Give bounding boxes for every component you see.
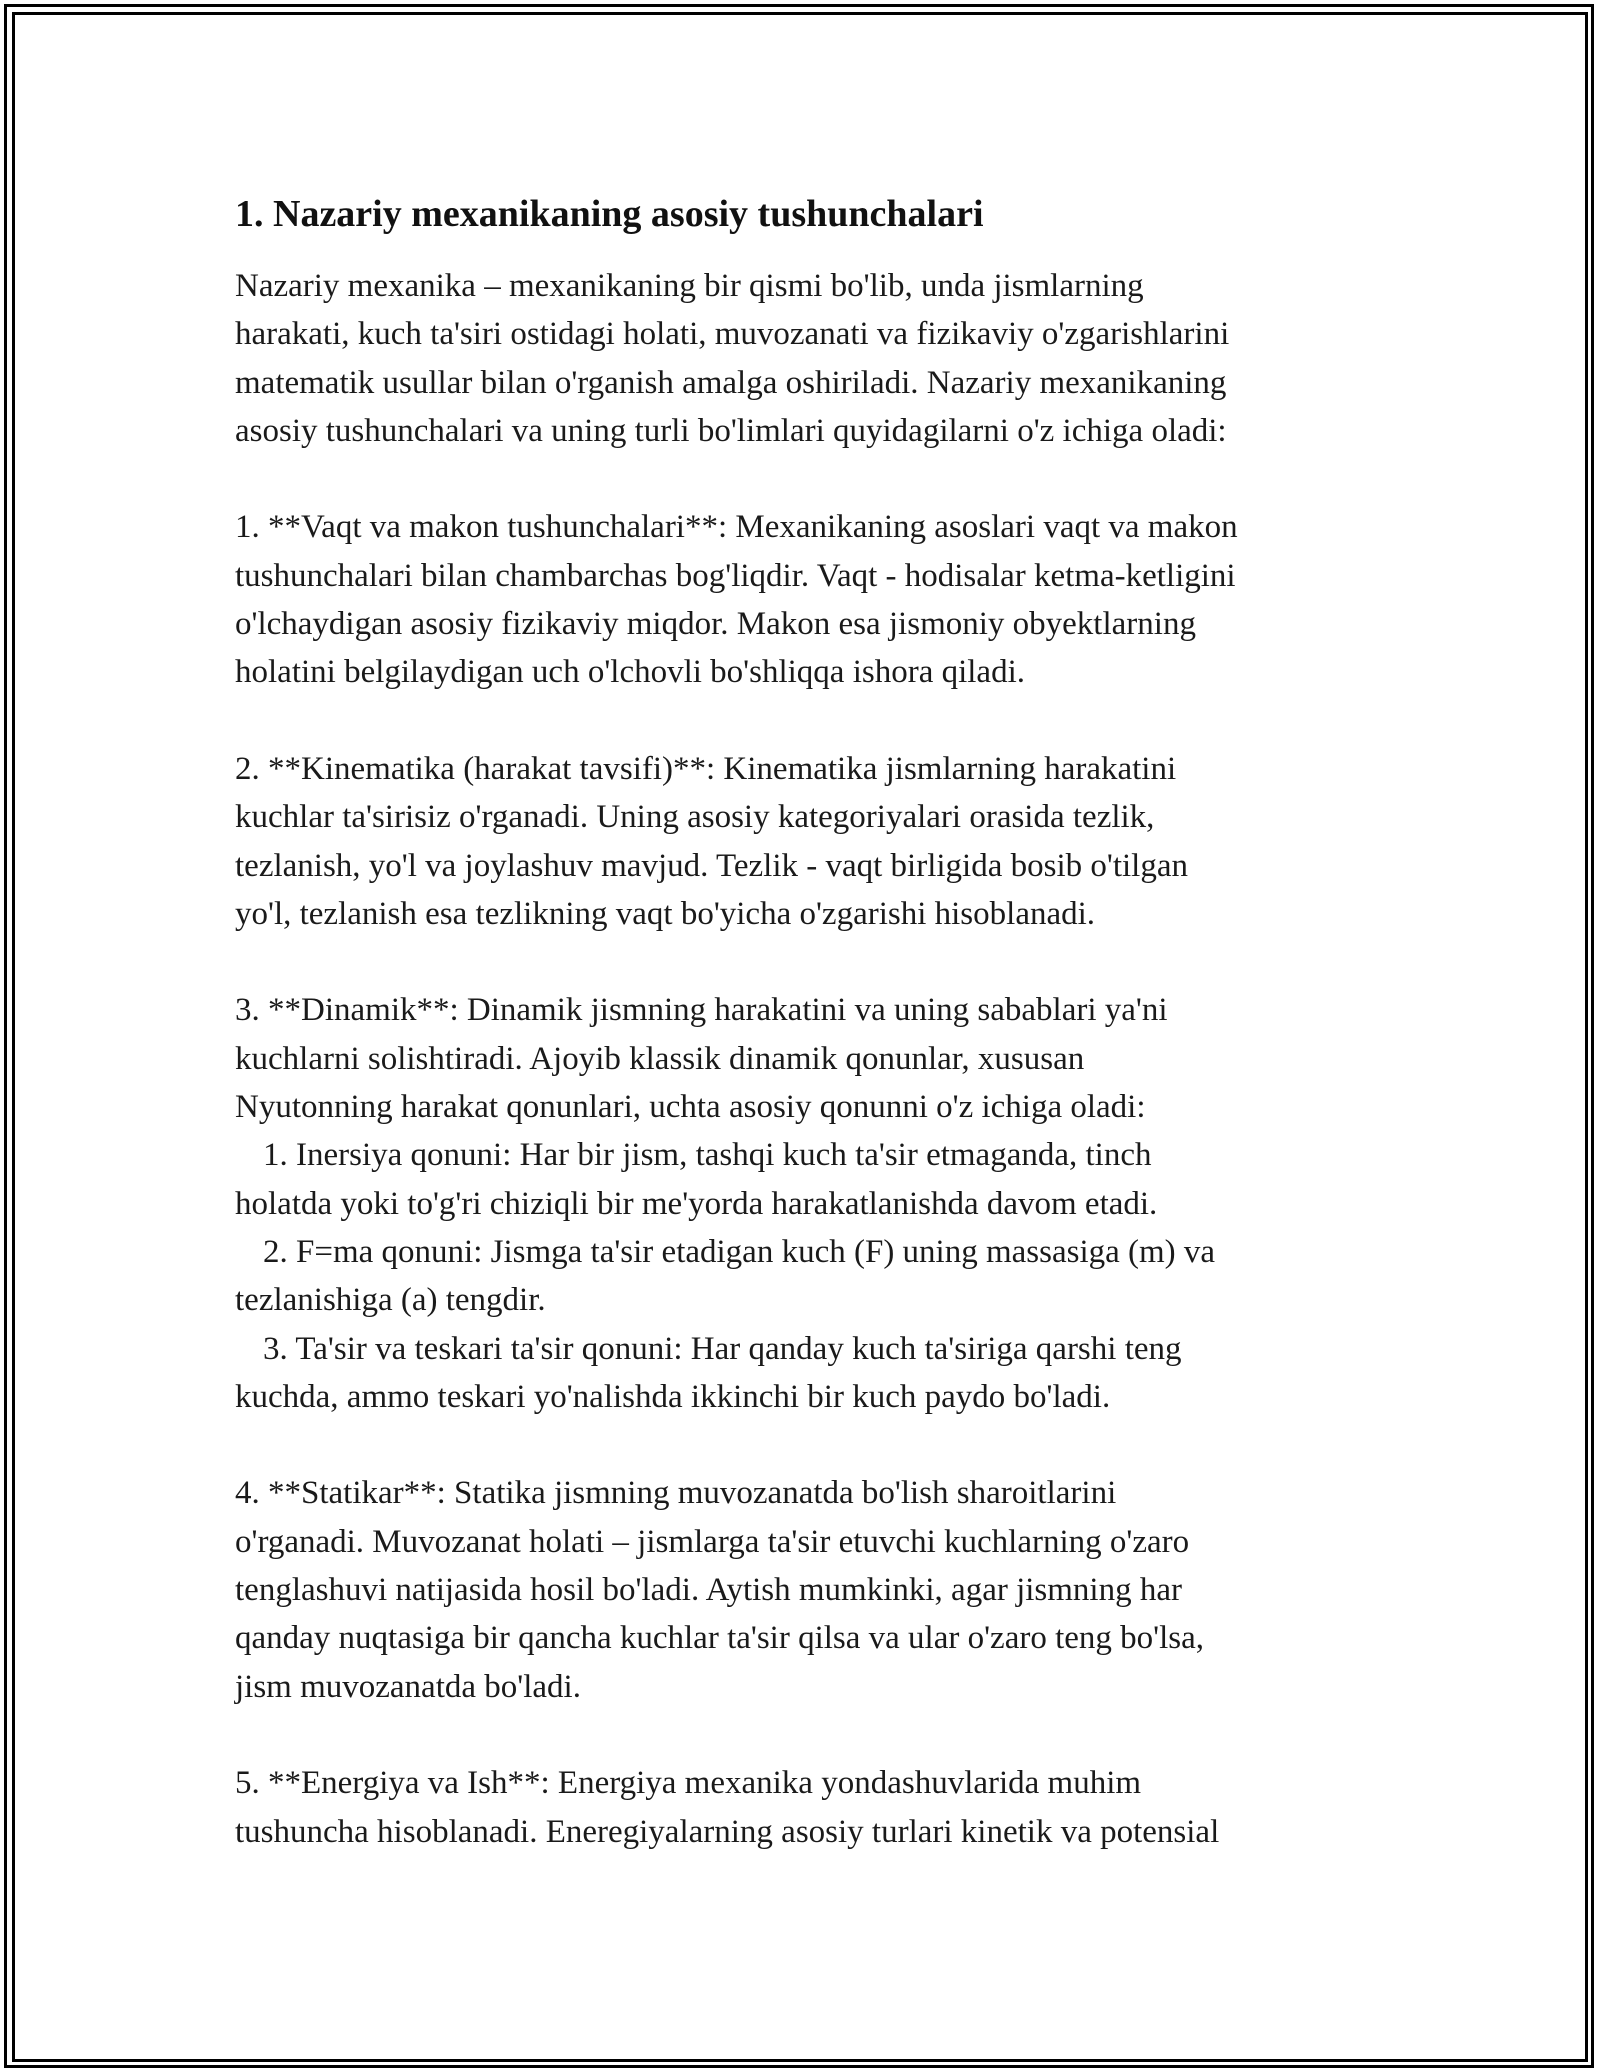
text-line: holatda yoki to'g'ri chiziqli bir me'yorda harakatlanishda davom etadi. — [235, 1185, 1158, 1222]
section-dynamics — [235, 986, 1385, 1421]
text-line: holatini belgilaydigan uch o'lchovli bo'shliqqa ishora qiladi. — [235, 654, 1026, 691]
list-item-line: 2. F=ma qonuni: Jismga ta'sir etadigan kuch (F) uning massasiga (m) va — [263, 1233, 1216, 1270]
paragraph-gap — [235, 1421, 1385, 1469]
paragraph-gap — [235, 1711, 1385, 1759]
section-energy-work — [235, 1759, 1385, 1856]
text-line: 4. **Statikar**: Statika jismning muvozanatda bo'lish sharoitlarini — [235, 1475, 1117, 1512]
text-line: tushunchalari bilan chambarchas bog'liqdir. Vaqt - hodisalar ketma-ketligini — [235, 557, 1236, 594]
text-line: 3. **Dinamik**: Dinamik jismning harakatini va uning sabablari ya'ni — [235, 992, 1168, 1029]
text-line: yo'l, tezlanish esa tezlikning vaqt bo'yicha o'zgarishi hisoblanadi. — [235, 895, 1096, 932]
intro-paragraph — [235, 262, 1385, 455]
text-line: harakati, kuch ta'siri ostidagi holati, muvozanati va fizikaviy o'zgarishlarini — [235, 316, 1230, 353]
section-kinematics — [235, 745, 1385, 938]
text-line: qanday nuqtasiga bir qancha kuchlar ta'sir qilsa va ular o'zaro teng bo'lsa, — [235, 1620, 1205, 1657]
text-line: 1. **Vaqt va makon tushunchalari**: Mexanikaning asoslari vaqt va makon — [235, 509, 1238, 546]
document-title: 1. Nazariy mexanikaning asosiy tushunchalari — [235, 193, 984, 235]
text-line: 2. **Kinematika (harakat tavsifi)**: Kinematika jismlarning harakatini — [235, 750, 1177, 787]
text-line: o'lchaydigan asosiy fizikaviy miqdor. Makon esa jismoniy obyektlarning — [235, 606, 1196, 643]
text-line: tezlanishiga (a) tengdir. — [235, 1282, 546, 1319]
list-item-line: 1. Inersiya qonuni: Har bir jism, tashqi kuch ta'sir etmaganda, tinch — [263, 1137, 1152, 1174]
text-line: tenglashuvi natijasida hosil bo'ladi. Aytish mumkinki, agar jismning har — [235, 1572, 1182, 1609]
paragraph-gap — [235, 938, 1385, 986]
text-line: jism muvozanatda bo'ladi. — [235, 1668, 581, 1705]
text-line: 5. **Energiya va Ish**: Energiya mexanika yondashuvlarida muhim — [235, 1765, 1142, 1802]
text-line: tezlanish, yo'l va joylashuv mavjud. Tezlik - vaqt birligida bosib o'tilgan — [235, 847, 1188, 884]
text-line: asosiy tushunchalari va uning turli bo'limlari quyidagilarni o'z ichiga oladi: — [235, 412, 1227, 449]
text-line: Nyutonning harakat qonunlari, uchta asosiy qonunni o'z ichiga oladi: — [235, 1089, 1146, 1126]
text-line: tushuncha hisoblanadi. Eneregiyalarning asosiy turlari kinetik va potensial — [235, 1813, 1220, 1850]
text-line: matematik usullar bilan o'rganish amalga oshiriladi. Nazariy mexanikaning — [235, 364, 1227, 401]
paragraph-gap — [235, 697, 1385, 745]
section-time-space — [235, 503, 1385, 696]
paragraph-gap — [235, 455, 1385, 503]
text-line: kuchda, ammo teskari yo'nalishda ikkinchi bir kuch paydo bo'ladi. — [235, 1378, 1111, 1415]
section-statics — [235, 1469, 1385, 1710]
text-line: o'rganadi. Muvozanat holati – jismlarga ta'sir etuvchi kuchlarning o'zaro — [235, 1523, 1190, 1560]
document-body — [235, 188, 1385, 1856]
text-line: kuchlar ta'sirisiz o'rganadi. Uning asosiy kategoriyalari orasida tezlik, — [235, 799, 1155, 836]
text-line: kuchlarni solishtiradi. Ajoyib klassik dinamik qonunlar, xususan — [235, 1040, 1085, 1077]
text-line: Nazariy mexanika – mexanikaning bir qismi bo'lib, unda jismlarning — [235, 268, 1144, 304]
list-item-line: 3. Ta'sir va teskari ta'sir qonuni: Har qanday kuch ta'siriga qarshi teng — [263, 1330, 1182, 1367]
